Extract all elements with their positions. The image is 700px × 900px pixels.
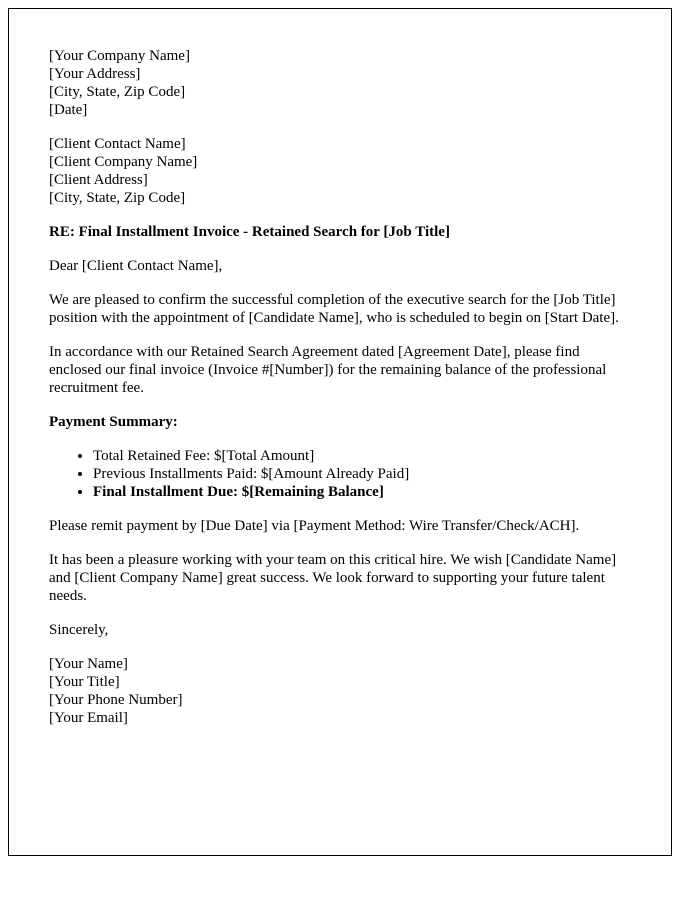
signature-email: [Your Email] bbox=[49, 710, 128, 726]
client-contact-name: [Client Contact Name] bbox=[49, 136, 186, 152]
signature-name: [Your Name] bbox=[49, 656, 128, 672]
sender-company-name: [Your Company Name] bbox=[49, 48, 190, 64]
recipient-block bbox=[49, 135, 631, 207]
client-company-name: [Client Company Name] bbox=[49, 154, 198, 170]
client-city-state-zip: [City, State, Zip Code] bbox=[49, 190, 186, 206]
sender-city-state-zip: [City, State, Zip Code] bbox=[49, 84, 186, 100]
salutation: Dear [Client Contact Name], bbox=[49, 258, 223, 274]
client-address: [Client Address] bbox=[49, 172, 148, 188]
letter-content bbox=[9, 9, 671, 727]
letter-date: [Date] bbox=[49, 102, 88, 118]
subject-line: RE: Final Installment Invoice - Retained Search for [Job Title] bbox=[49, 224, 450, 240]
paragraph-remit: Please remit payment by [Due Date] via [Payment Method: Wire Transfer/Check/ACH]. bbox=[49, 518, 580, 534]
bullet-total-retained-fee: • Total Retained Fee: $[Total Amount] bbox=[93, 447, 631, 465]
closing: Sincerely, bbox=[49, 622, 109, 638]
letter-page bbox=[8, 8, 672, 856]
bullet-final-installment-due: • Final Installment Due: $[Remaining Balance] bbox=[93, 483, 631, 501]
sender-address: [Your Address] bbox=[49, 66, 141, 82]
payment-summary-heading: Payment Summary: bbox=[49, 414, 178, 430]
paragraph-invoice: In accordance with our Retained Search Agreement dated [Agreement Date], please find enclosed our final invoice (Invoice #[Number]) for the remaining balance of the professional recruitment fee. bbox=[49, 344, 607, 396]
paragraph-completion: We are pleased to confirm the successful completion of the executive search for the [Job Title] position with the appointment of [Candidate Name], who is scheduled to begin on [Start Date]. bbox=[49, 292, 619, 326]
bullet-previous-installments: • Previous Installments Paid: $[Amount Already Paid] bbox=[93, 465, 631, 483]
signature-title: [Your Title] bbox=[49, 674, 120, 690]
payment-summary-list bbox=[49, 447, 631, 501]
signature-phone: [Your Phone Number] bbox=[49, 692, 183, 708]
sender-block bbox=[49, 47, 631, 119]
signature-block bbox=[49, 655, 631, 727]
paragraph-thanks: It has been a pleasure working with your team on this critical hire. We wish [Candidate Name] and [Client Company Name] great success. We look forward to supporting your future talent needs. bbox=[49, 552, 617, 604]
